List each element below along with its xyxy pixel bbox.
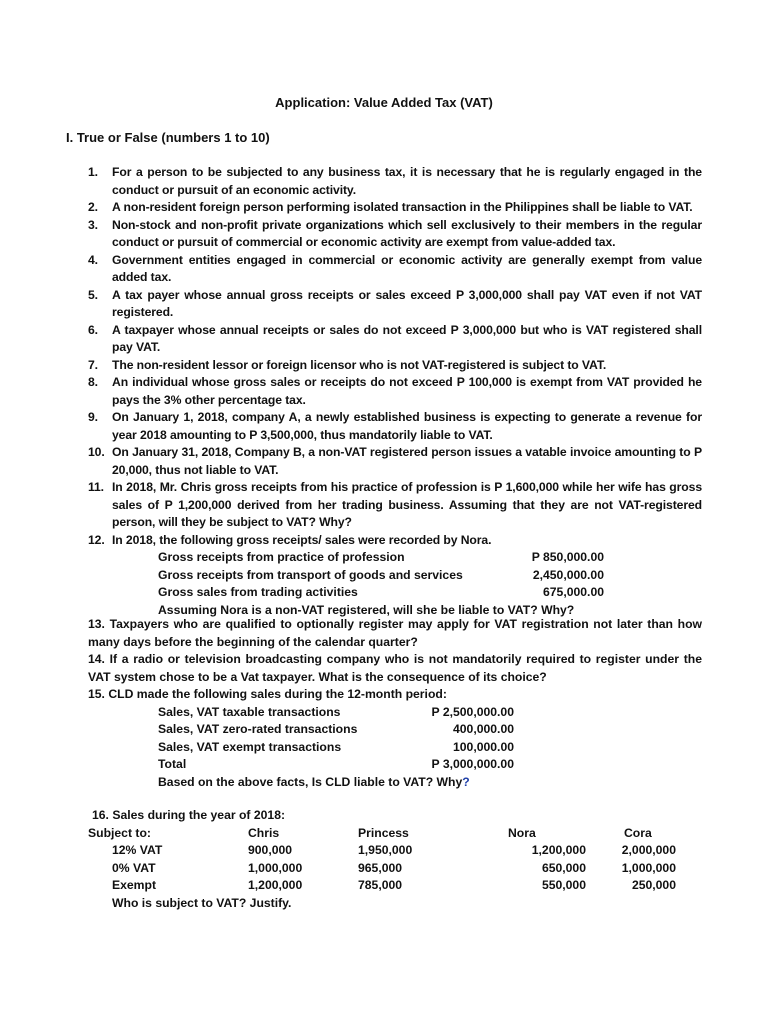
table-row: 12% VAT 900,000 1,950,000 1,200,000 2,000,000 xyxy=(112,843,676,857)
table-row: Sales, VAT taxable transactions P 2,500,000.00 xyxy=(158,704,514,719)
list-item: 7. The non-resident lessor or foreign licensor who is not VAT-registered is subject to VAT. xyxy=(88,357,607,372)
q12-question: Assuming Nora is a non-VAT registered, will she be liable to VAT? Why? xyxy=(158,602,575,617)
question-list xyxy=(88,164,702,619)
q16-intro: 16. Sales during the year of 2018: xyxy=(92,808,286,822)
table-row: Sales, VAT exempt transactions 100,000.00 xyxy=(158,739,514,754)
list-item: 9. On January 1, 2018, company A, a newly established business is expecting to generate a revenue for year 2018 amounting to P 3,500,000, thus mandatorily liable to VAT. xyxy=(88,410,702,442)
list-item: 11. In 2018, Mr. Chris gross receipts from his practice of profession is P 1,600,000 while her wife has gross sales of P 1,200,000 derived from her trading business. Assuming that they are not VAT-registered person, will they be subject to VAT? Why? xyxy=(88,480,702,529)
table-row: Gross receipts from transport of goods and services 2,450,000.00 xyxy=(158,567,604,582)
list-item: 1. For a person to be subjected to any business tax, it is necessary that he is regularly engaged in the conduct or pursuit of an economic activity. xyxy=(88,165,702,197)
table-row: Gross receipts from practice of profession P 850,000.00 xyxy=(158,550,604,564)
table-row: 0% VAT 1,000,000 965,000 650,000 1,000,000 xyxy=(112,860,676,875)
table-row: Exempt 1,200,000 785,000 550,000 250,000 xyxy=(112,878,676,892)
q16-table xyxy=(88,807,702,912)
section-title: I. True or False (numbers 1 to 10) xyxy=(66,130,270,145)
list-item: 8. An individual whose gross sales or receipts do not exceed P 100,000 is exempt from VAT provided he pays the 3% other percentage tax. xyxy=(88,375,702,407)
q16-question: Who is subject to VAT? Justify. xyxy=(112,895,292,910)
table-row: Sales, VAT zero-rated transactions 400,000.00 xyxy=(158,722,514,736)
list-item: 3. Non-stock and non-profit private organizations which sell exclusively to their members in the regular conduct or pursuit of commercial or economic activity are exempt from value-added tax. xyxy=(88,217,702,249)
table-header: Subject to: Chris Princess Nora Cora xyxy=(88,825,652,840)
list-item: 12. In 2018, the following gross receipts/ sales were recorded by Nora. xyxy=(88,532,492,547)
table-row: Gross sales from trading activities 675,000.00 xyxy=(158,585,604,599)
q13-text: 13. Taxpayers who are qualified to optionally register may apply for VAT registration not later than how many days before the beginning of the calendar quarter? xyxy=(88,617,702,649)
list-item: 6. A taxpayer whose annual receipts or sales do not exceed P 3,000,000 but who is VAT registered shall pay VAT. xyxy=(88,322,702,354)
q12-table xyxy=(158,549,702,619)
q14-text: 14. If a radio or television broadcasting company who is not mandatorily required to register under the VAT system chose to be a Vat taxpayer. What is the consequence of its choice? xyxy=(88,652,702,684)
questions-13-16 xyxy=(88,616,702,912)
list-item: 4. Government entities engaged in commercial or economic activity are generally exempt from value added tax. xyxy=(88,252,702,284)
table-row: Total P 3,000,000.00 xyxy=(158,757,514,771)
list-item: 10. On January 31, 2018, Company B, a non-VAT registered person issues a vatable invoice amounting to P 20,000, thus not liable to VAT. xyxy=(88,445,702,477)
document-title: Application: Value Added Tax (VAT) xyxy=(275,95,493,110)
q15-table xyxy=(158,704,702,792)
q15-intro: 15. CLD made the following sales during the 12-month period: xyxy=(88,687,447,701)
list-item: 2. A non-resident foreign person performing isolated transaction in the Philippines shall be liable to VAT. xyxy=(88,200,693,214)
q15-question: Based on the above facts, Is CLD liable to VAT? Why? xyxy=(158,774,470,789)
list-item: 5. A tax payer whose annual gross receipts or sales exceed P 3,000,000 shall pay VAT even if not VAT registered. xyxy=(88,287,702,319)
